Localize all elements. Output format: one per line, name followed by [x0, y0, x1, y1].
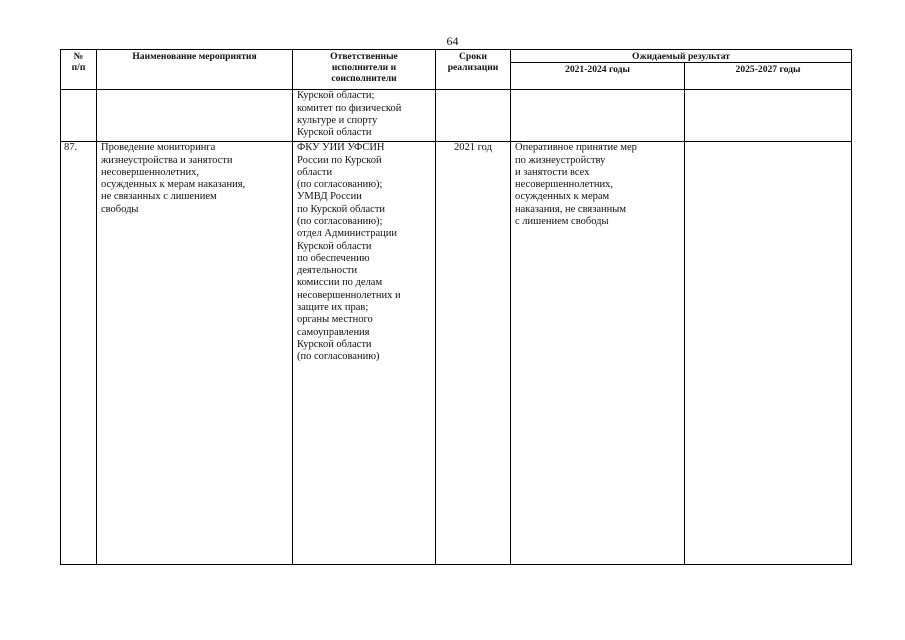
cell-number — [61, 90, 97, 142]
cell-responsible: ФКУ УИИ УФСИН России по Курской области (по согласованию); УМВД России по Курской области (по согласованию); отдел Администрации Курской области по обеспечению деятельности комиссии по делам несовершеннолетних и защите их прав; органы местного самоуправления Курской области (по согласованию) — [293, 142, 436, 565]
table-row — [61, 90, 852, 142]
cell-number: 87. — [61, 142, 97, 565]
header-number: № п/п — [61, 50, 97, 90]
cell-result-2021-2024: Оперативное принятие мер по жизнеустройству и занятости всех несовершеннолетних, осужденных к мерам наказания, не связанным с лишением свободы — [511, 142, 685, 565]
header-event-name: Наименование мероприятия — [97, 50, 293, 90]
header-period-2025-2027: 2025-2027 годы — [685, 63, 852, 90]
cell-event-name: Проведение мониторинга жизнеустройства и занятости несовершеннолетних, осужденных к мерам наказания, не связанных с лишением свободы — [97, 142, 293, 565]
page-number: 64 — [446, 34, 459, 48]
header-responsible: Ответственные исполнители и соисполнители — [293, 50, 436, 90]
cell-result-2021-2024 — [511, 90, 685, 142]
cell-result-2025-2027 — [685, 142, 852, 565]
cell-responsible: Курской области; комитет по физической культуре и спорту Курской области — [293, 90, 436, 142]
cell-result-2025-2027 — [685, 90, 852, 142]
cell-deadline — [436, 90, 511, 142]
table-row — [61, 142, 852, 565]
header-deadline: Сроки реализации — [436, 50, 511, 90]
table-header-row — [61, 50, 852, 63]
events-table — [60, 49, 852, 565]
header-period-2021-2024: 2021-2024 годы — [511, 63, 685, 90]
cell-deadline: 2021 год — [436, 142, 511, 565]
header-expected-result: Ожидаемый результат — [511, 50, 852, 63]
cell-event-name — [97, 90, 293, 142]
